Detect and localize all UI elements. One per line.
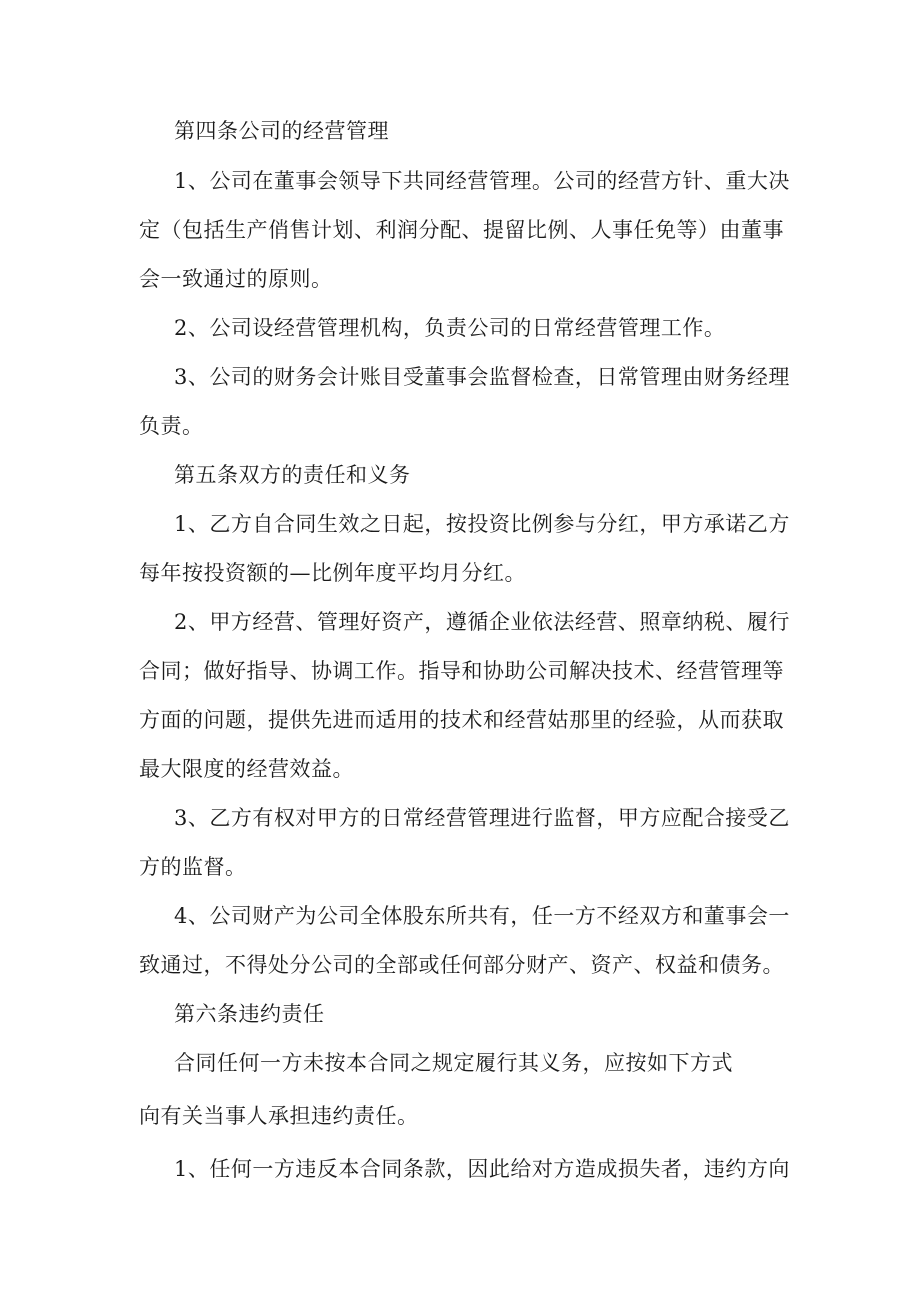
article-5-item-3-line-1: 3、乙方有权对甲方的日常经营管理进行监督，甲方应配合接受乙 (174, 806, 790, 830)
article-4-item-1-line-1: 1、公司在董事会领导下共同经营管理。公司的经营方针、重大决 (174, 169, 790, 193)
article-5-item-3-line-2: 方的监督。 (139, 855, 247, 879)
article-4-heading: 第四条公司的经营管理 (174, 119, 389, 143)
article-5-item-1-line-2: 每年按投资额的—比例年度平均月分红。 (139, 561, 526, 585)
article-5-item-1-line-1: 1、乙方自合同生效之日起，按投资比例参与分红，甲方承诺乙方 (174, 512, 790, 536)
article-6-intro-line-2: 向有关当事人承担违约责任。 (139, 1104, 419, 1128)
article-4-item-1-line-3: 会一致通过的原则。 (139, 267, 333, 291)
article-5-item-2-line-3: 方面的问题，提供先进而适用的技术和经营姑那里的经验，从而获取 (139, 708, 784, 732)
article-5-item-4-line-1: 4、公司财产为公司全体股东所共有，任一方不经双方和董事会一 (174, 904, 790, 928)
article-4-item-1-line-2: 定（包括生产俏售计划、利润分配、提留比例、人事任免等）由董事 (139, 218, 784, 242)
article-5-item-2-line-1: 2、甲方经营、管理好资产，遵循企业依法经营、照章纳税、履行 (174, 610, 790, 634)
article-5-heading: 第五条双方的责任和义务 (174, 463, 411, 487)
article-4-item-3-line-2: 负责。 (139, 414, 204, 438)
article-6-intro-line-1: 合同任何一方未按本合同之规定履行其义务，应按如下方式 (174, 1051, 733, 1075)
article-4-item-2: 2、公司设经营管理机构，负责公司的日常经营管理工作。 (174, 316, 726, 340)
article-5-item-2-line-2: 合同；做好指导、协调工作。指导和协助公司解决技术、经营管理等 (139, 659, 784, 683)
article-4-item-3-line-1: 3、公司的财务会计账目受董事会监督检查，日常管理由财务经理 (174, 365, 790, 389)
article-6-item-1-line-1: 1、任何一方违反本合同条款，因此给对方造成损失者，违约方向 (174, 1157, 790, 1181)
article-5-item-4-line-2: 致通过，不得处分公司的全部或任何部分财产、资产、权益和债务。 (139, 953, 784, 977)
article-5-item-2-line-4: 最大限度的经营效益。 (139, 757, 354, 781)
article-6-heading: 第六条违约责任 (174, 1002, 325, 1026)
